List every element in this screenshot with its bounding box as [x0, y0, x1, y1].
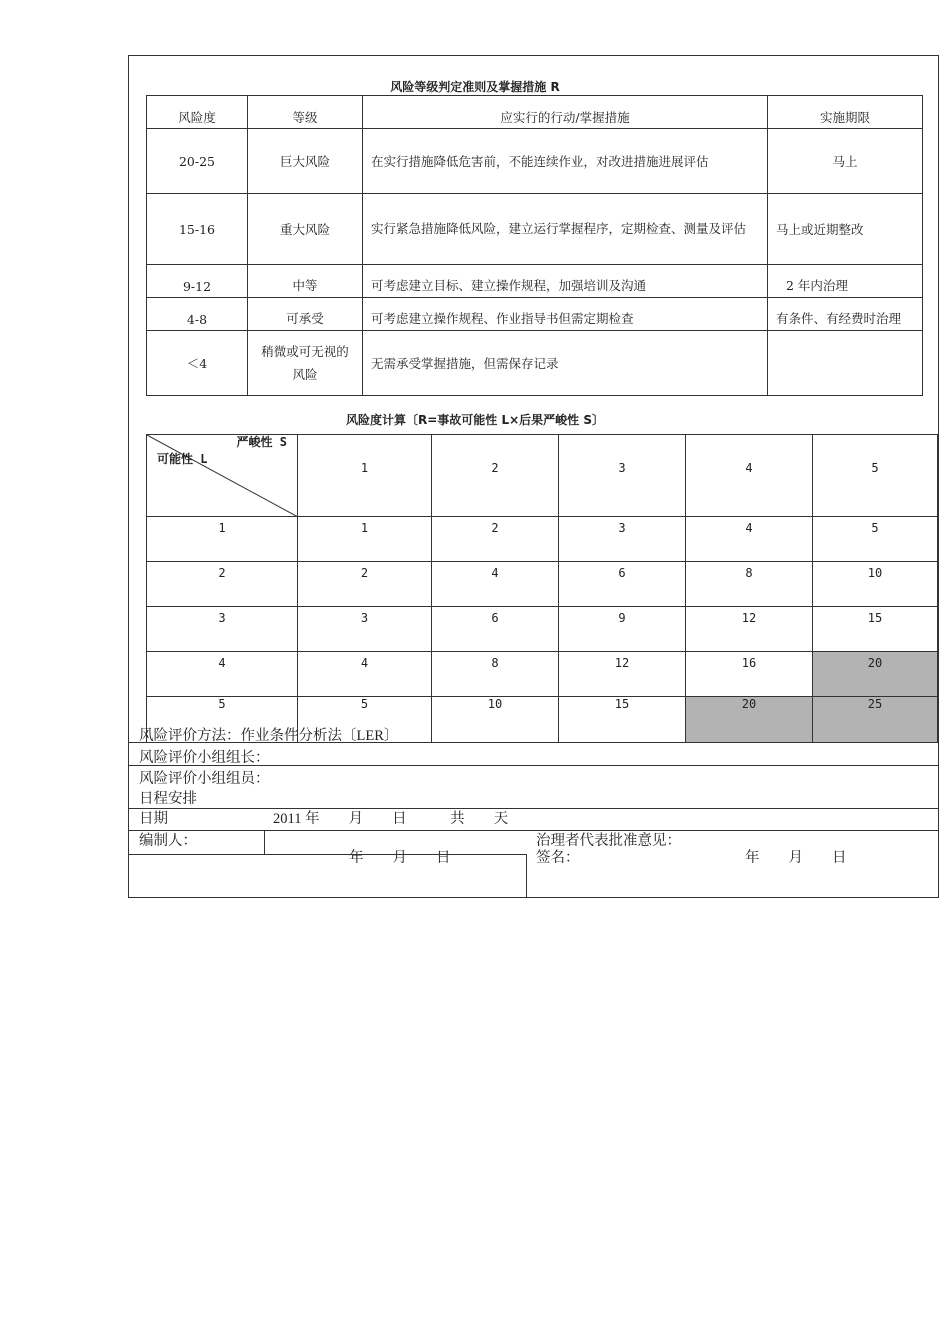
method-text: 风险评价方法：作业条件分析法〔LER〕 [139, 728, 399, 744]
criteria-row [147, 194, 923, 265]
divider [128, 765, 939, 766]
matrix-cell: 12 [686, 607, 813, 652]
deadline-cell: 有条件、有经费时治理 [768, 298, 923, 331]
deadline-cell: 马上或近期整改 [768, 194, 923, 265]
level-cell: 可承受 [248, 298, 363, 331]
matrix-cell-highlighted: 20 [686, 697, 813, 743]
action-cell: 可考虑建立操作规程、作业指导书但需定期检查 [363, 298, 768, 331]
risk-criteria-table [146, 95, 923, 396]
criteria-header-row [147, 96, 923, 129]
level-cell: 重大风险 [248, 194, 363, 265]
likelihood-label: 可能性 L [157, 452, 208, 466]
schedule-label: 日程安排 [139, 791, 197, 807]
criteria-row [147, 129, 923, 194]
deadline-cell [768, 331, 923, 396]
degree-cell: 4-8 [147, 298, 248, 331]
matrix-cell: 8 [686, 562, 813, 607]
matrix-cell: 2 [298, 562, 432, 607]
matrix-cell-highlighted: 20 [813, 652, 938, 697]
matrix-cell: 3 [559, 517, 686, 562]
author-label: 编制人： [139, 833, 197, 849]
matrix-cell: 15 [559, 697, 686, 743]
likelihood-value: 4 [147, 652, 298, 697]
matrix-row [147, 562, 938, 607]
criteria-row [147, 331, 923, 396]
approver-date: 年 月 日 [745, 850, 847, 866]
criteria-row [147, 298, 923, 331]
divider [128, 830, 939, 831]
degree-cell: 9-12 [147, 265, 248, 298]
action-cell: 可考虑建立目标、建立操作规程，加强培训及沟通 [363, 265, 768, 298]
level-cell: 巨大风险 [248, 129, 363, 194]
matrix-cell: 10 [813, 562, 938, 607]
matrix-cell: 5 [813, 517, 938, 562]
matrix-header-row [147, 435, 938, 517]
severity-label: 严峻性 S [236, 435, 287, 449]
divider [264, 830, 265, 854]
severity-value: 5 [813, 435, 938, 517]
matrix-cell: 16 [686, 652, 813, 697]
members-label: 风险评价小组组员： [139, 771, 270, 787]
degree-cell: ＜4 [147, 331, 248, 396]
header-level: 等级 [248, 96, 363, 129]
criteria-title: 风险等级判定准则及掌握措施 R [390, 80, 560, 94]
divider [128, 808, 939, 809]
severity-value: 1 [298, 435, 432, 517]
deadline-cell: 2 年内治理 [768, 265, 923, 298]
severity-value: 2 [432, 435, 559, 517]
matrix-cell: 6 [432, 607, 559, 652]
matrix-cell: 3 [298, 607, 432, 652]
matrix-row [147, 607, 938, 652]
divider [128, 854, 526, 855]
matrix-cell: 4 [686, 517, 813, 562]
author-date: 年 月 日 [349, 850, 451, 866]
matrix-cell: 12 [559, 652, 686, 697]
action-cell: 在实行措施降低危害前，不能连续作业，对改进措施进展评估 [363, 129, 768, 194]
likelihood-value: 5 [147, 697, 298, 743]
diagonal-header-cell [147, 435, 298, 517]
likelihood-value: 3 [147, 607, 298, 652]
header-deadline: 实施期限 [768, 96, 923, 129]
sign-label: 签名： [536, 850, 580, 866]
deadline-cell: 马上 [768, 129, 923, 194]
divider [526, 854, 527, 898]
level-cell: 稍微或可无视的风险 [248, 331, 363, 396]
risk-matrix-table [146, 434, 938, 743]
date-value: 2011 年 月 日 共 天 [273, 811, 509, 827]
matrix-cell: 8 [432, 652, 559, 697]
divider [128, 742, 939, 743]
likelihood-value: 2 [147, 562, 298, 607]
matrix-cell: 4 [432, 562, 559, 607]
matrix-cell: 5 [298, 697, 432, 743]
date-label: 日期 [139, 811, 168, 827]
action-cell: 实行紧急措施降低风险，建立运行掌握程序，定期检查、测量及评估 [363, 194, 768, 265]
matrix-cell: 4 [298, 652, 432, 697]
matrix-cell-highlighted: 25 [813, 697, 938, 743]
approver-label: 治理者代表批准意见： [536, 833, 681, 849]
matrix-row [147, 652, 938, 697]
level-cell: 中等 [248, 265, 363, 298]
header-degree: 风险度 [147, 96, 248, 129]
matrix-cell: 10 [432, 697, 559, 743]
matrix-row [147, 517, 938, 562]
criteria-row [147, 265, 923, 298]
matrix-cell: 1 [298, 517, 432, 562]
header-action: 应实行的行动/掌握措施 [363, 96, 768, 129]
leader-label: 风险评价小组组长： [139, 750, 270, 766]
action-cell: 无需承受掌握措施，但需保存记录 [363, 331, 768, 396]
degree-cell: 20-25 [147, 129, 248, 194]
matrix-title: 风险度计算〔R=事故可能性 L×后果严峻性 S〕 [346, 413, 604, 427]
matrix-cell: 9 [559, 607, 686, 652]
severity-value: 3 [559, 435, 686, 517]
degree-cell: 15-16 [147, 194, 248, 265]
matrix-cell: 2 [432, 517, 559, 562]
likelihood-value: 1 [147, 517, 298, 562]
matrix-cell: 15 [813, 607, 938, 652]
matrix-cell: 6 [559, 562, 686, 607]
severity-value: 4 [686, 435, 813, 517]
